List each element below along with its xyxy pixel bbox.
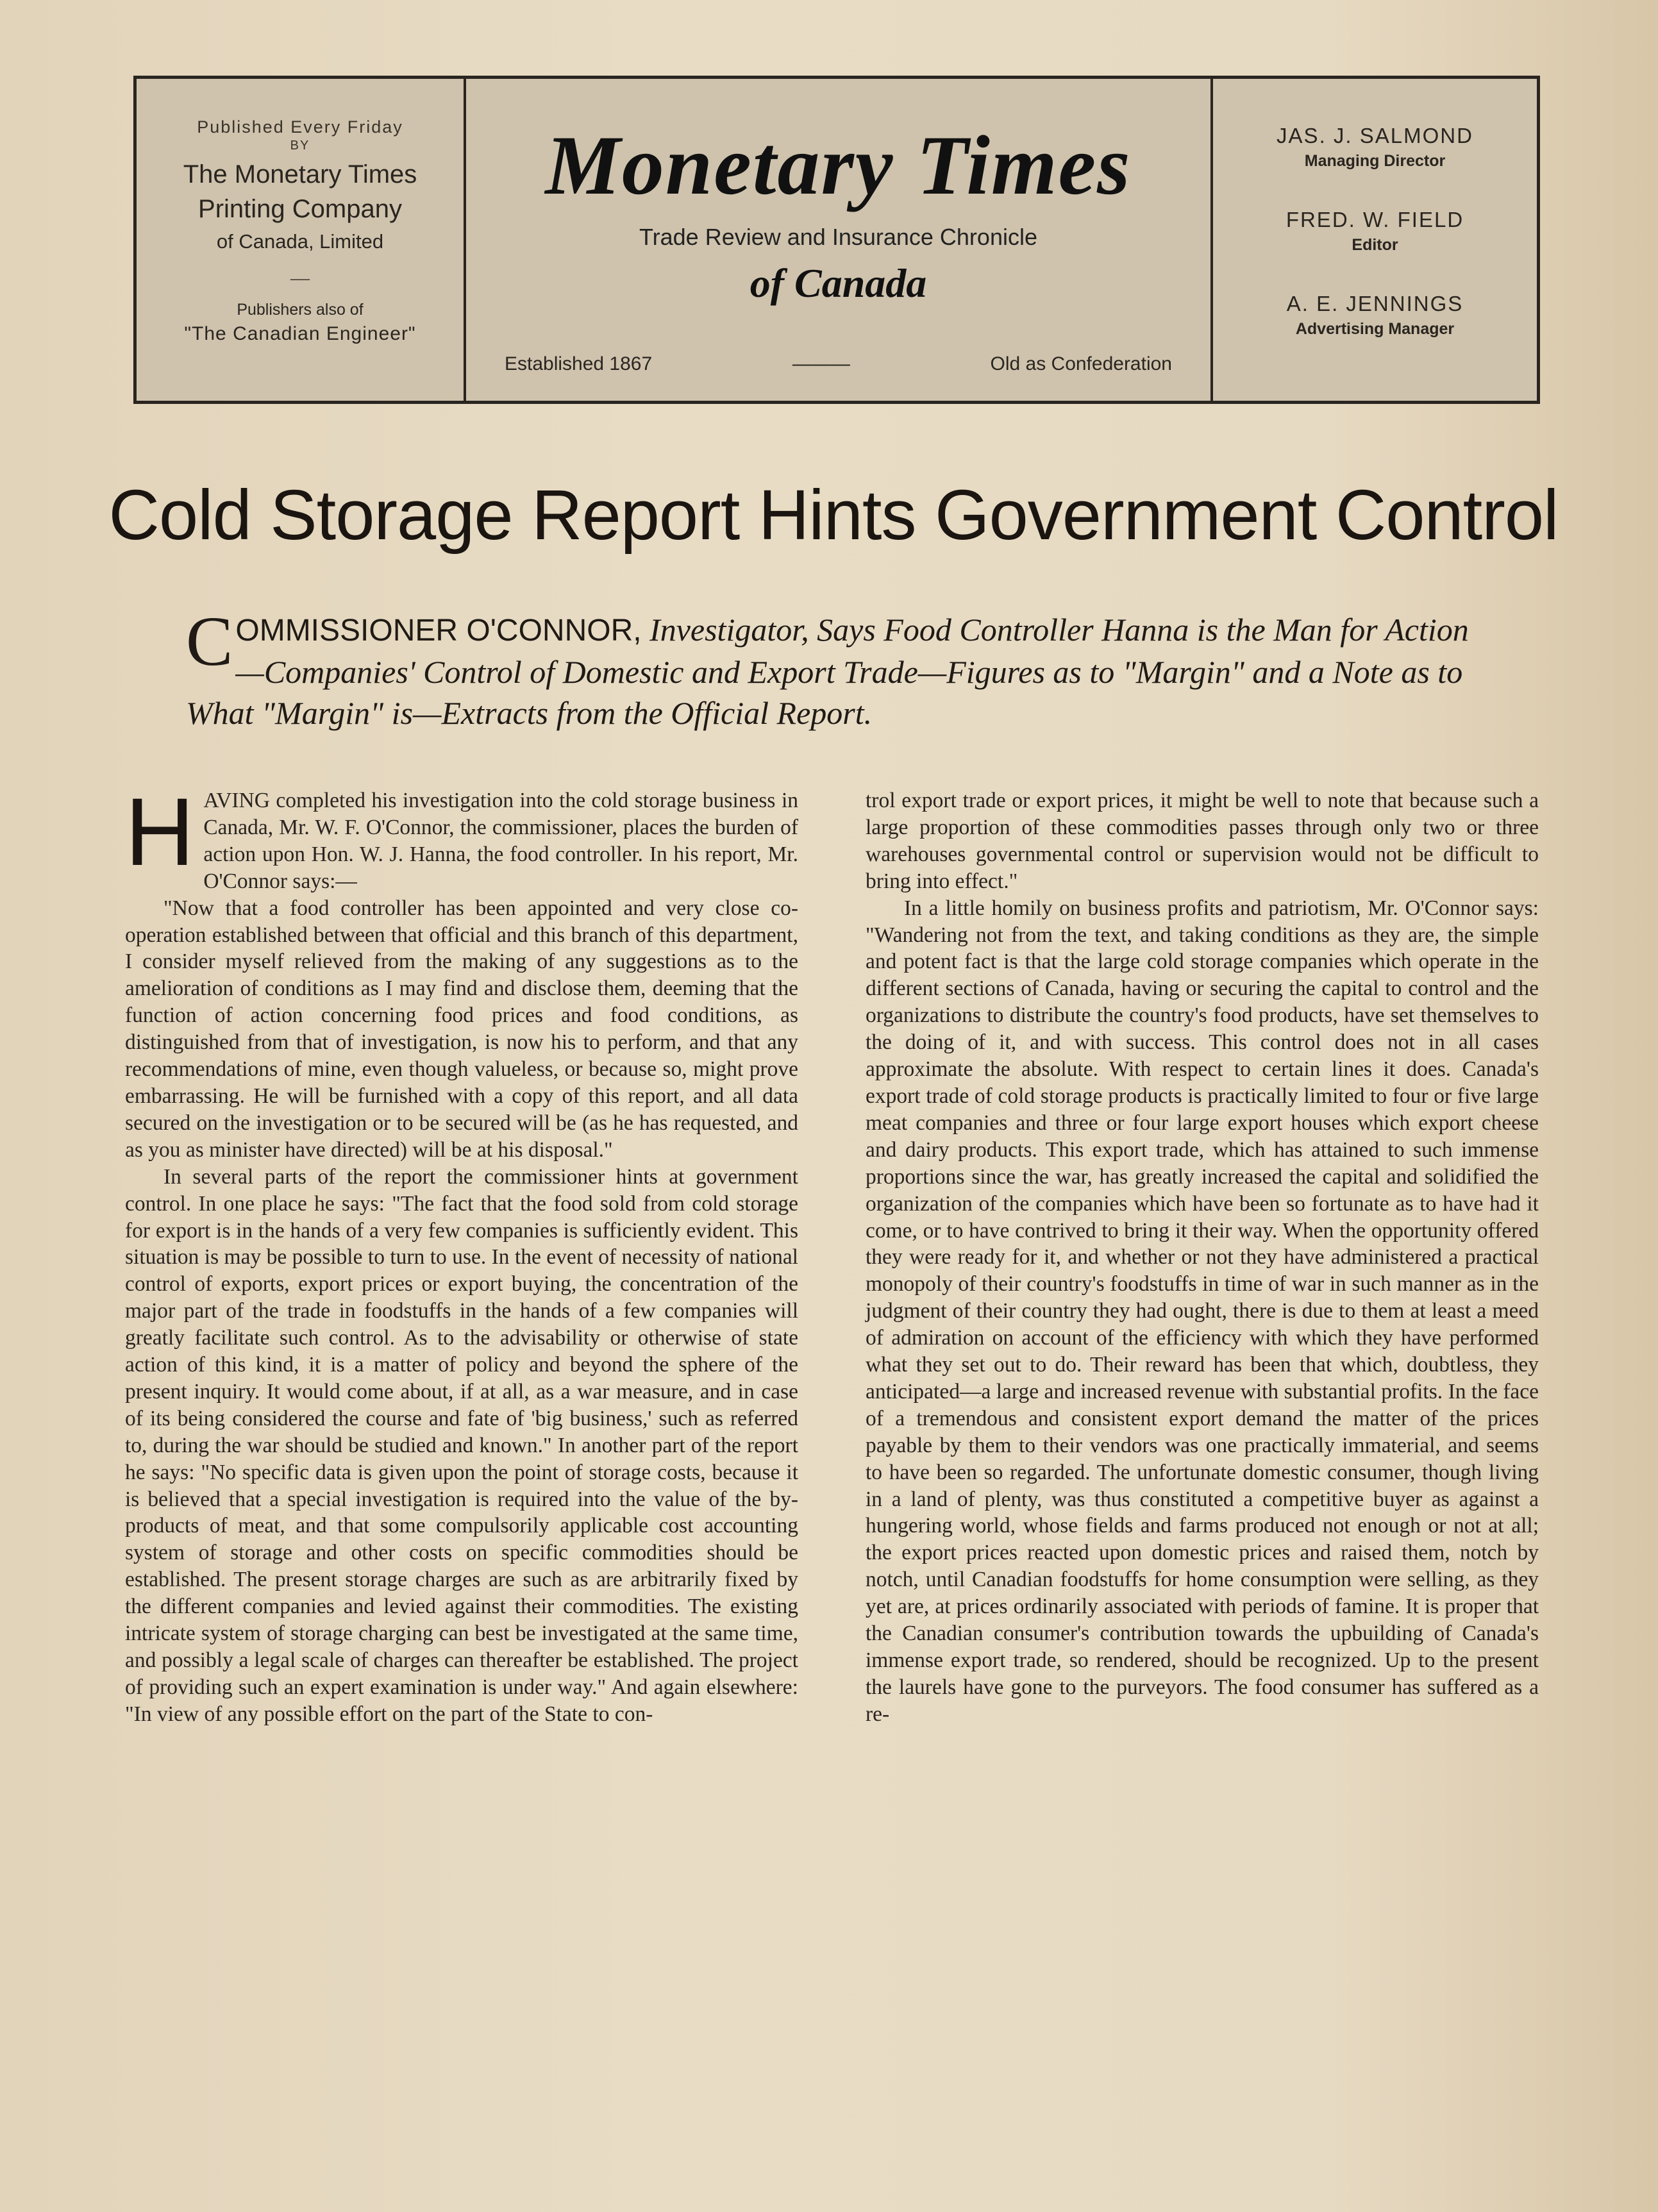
publisher-divider: — bbox=[290, 267, 310, 289]
paragraph bbox=[125, 778, 798, 895]
staff-role: Advertising Manager bbox=[1295, 320, 1455, 338]
masthead-staff-box bbox=[1213, 79, 1537, 401]
old-as-confederation: Old as Confederation bbox=[990, 353, 1172, 374]
publisher-name-3: of Canada, Limited bbox=[216, 230, 384, 253]
staff-role: Managing Director bbox=[1304, 152, 1446, 170]
newspaper-title: Monetary Times bbox=[545, 118, 1132, 212]
staff-name: A. E. JENNINGS bbox=[1286, 292, 1464, 315]
article-deck bbox=[186, 602, 1481, 733]
publisher-name-2: Printing Company bbox=[198, 195, 402, 223]
article-dropcap: H bbox=[125, 778, 195, 885]
footer-dash: ——— bbox=[792, 353, 850, 374]
paragraph-text: AVING completed his investigation into the cold storage business in Canada, Mr. W. F. O'Connor, the commissioner, places the burden of action upon Hon. W. J. Hanna, the food controller. In his report, Mr. O'Connor says:— bbox=[203, 789, 798, 893]
masthead-title-box bbox=[466, 79, 1213, 401]
article-column-right bbox=[866, 787, 1539, 1728]
newspaper-of-canada: of Canada bbox=[749, 260, 927, 306]
published-line: Published Every Friday bbox=[197, 117, 403, 137]
masthead-publisher-box bbox=[137, 79, 466, 401]
masthead-footer bbox=[505, 353, 1172, 375]
staff-name: FRED. W. FIELD bbox=[1285, 208, 1464, 231]
publisher-name-1: The Monetary Times bbox=[183, 160, 417, 189]
paragraph: In several parts of the report the commissioner hints at government control. In one place he says: "The fact that the food sold from cold storage for export is in the hands of a very few companies is sufficiently evident. This situation is may be possible to turn to use. In the event of necessity of national control of exports, export prices or export buying, the concentration of the major part of the trade in foodstuffs in the hands of a few companies will greatly facilitate such control. As to the advisability or otherwise of state action of this kind, it is a matter of policy and beyond the sphere of the present inquiry. It would come about, if at all, as a war measure, and in case of its being considered the course and fate of 'big business,' such as referred to, during the war should be studied and known." In another part of the report he says: "No specific data is given upon the point of storage costs, because it is believed that a special investigation is required into the value of the by-products of meat, and that some compulsorily applicable cost accounting system of storage and other costs on specific commodities should be established. The present storage charges are such as are arbitrarily fixed by the different companies and levied against their commodities. The existing intricate system of storage charging can best be investigated at the same time, and possibly a legal scale of charges can thereafter be established. The project of providing such an expert examination is under way." And again elsewhere: "In view of any possible effort on the part of the State to con- bbox=[125, 1164, 798, 1726]
masthead bbox=[133, 76, 1540, 404]
newspaper-subtitle: Trade Review and Insurance Chronicle bbox=[639, 224, 1037, 250]
deck-dropcap: C bbox=[186, 602, 233, 680]
staff-role: Editor bbox=[1352, 236, 1398, 254]
deck-text: Investigator, Says Food Controller Hanna is the Man for Action—Companies' Control of Domestic and Export Trade—Figures as to "Margin" and a Note as to What "Margin" is—Extracts from the Official Report. bbox=[186, 612, 1469, 731]
staff-name: JAS. J. SALMOND bbox=[1277, 124, 1473, 147]
paragraph: In a little homily on business profits and patriotism, Mr. O'Connor says: "Wandering not from the text, and taking conditions as they are, the simple and potent fact is that the large cold storage companies which operate in the different sections of Canada, having or securing the capital to control and the organizations to distribute the country's food products, have set themselves to the doing of it, and with success. This control does not in all cases approximate the absolute. With respect to certain lines it does. Canada's export trade of cold storage products is practically limited to four or five large meat companies and three or four large export houses which export cheese and dairy products. This export trade, which has attained to such immense proportions since the war, has greatly increased the capital and solidified the organization of the companies which have been so fortunate as to have had it come, or to have contrived to bring it their way. When the opportunity offered they were ready for it, and whether or not they have administered a practical monopoly of their country's foodstuffs in time of war in such manner as in the judgment of their country they had ought, there is due to them at least a meed of admiration on account of the efficiency with which they have performed what they set out to do. Their reward has been that which, doubtless, they anticipated—a large and increased revenue with substantial profits. In the face of a tremendous and consistent export demand the matter of the prices payable by them to their vendors was one practically immaterial, and seems to have been so regarded. The unfortunate domestic consumer, though living in a land of plenty, was thus constituted a competitive buyer as against a hungering world, whose fields and farms produced not enough or not at all; the export prices reacted upon domestic prices and raised them, notch by notch, until Canadian foodstuffs for home consumption were selling, as they yet are, at prices ordinarily associated with periods of famine. It is proper that the Canadian consumer's contribution towards the upbuilding of Canada's immense export trade, so rendered, should be recognized. Up to the present the laurels have gone to the purveyors. The food consumer has suffered as a re- bbox=[866, 896, 1539, 1726]
canadian-engineer: "The Canadian Engineer" bbox=[184, 323, 416, 344]
deck-lead: OMMISSIONER O'CONNOR, bbox=[235, 614, 642, 648]
paragraph: "Now that a food controller has been appointed and very close co-operation established between that official and this branch of this department, I consider myself relieved from the making of any suggestions as to the amelioration of conditions as I may find and disclose them, deeming that the function of action concerning food prices and food conditions, as distinguished from that of investigation, is now his to perform, and that any recommendations of mine, even though valueless, or because so, might prove embarrassing. He will be furnished with a copy of this report, and all data secured on the investigation or to be secured will be (as he has requested, and as you as minister have directed) will be at his disposal." bbox=[125, 896, 798, 1162]
article-headline: Cold Storage Report Hints Government Control bbox=[108, 476, 1559, 555]
published-by: BY bbox=[290, 138, 310, 153]
publishers-also-of: Publishers also of bbox=[237, 301, 364, 319]
paragraph: trol export trade or export prices, it might be well to note that because such a large proportion of these commodities passes through only two or three warehouses governmental control or supervision would not be difficult to bring into effect." bbox=[866, 789, 1539, 893]
article-column-left bbox=[125, 778, 798, 1728]
established-text: Established 1867 bbox=[505, 353, 653, 374]
